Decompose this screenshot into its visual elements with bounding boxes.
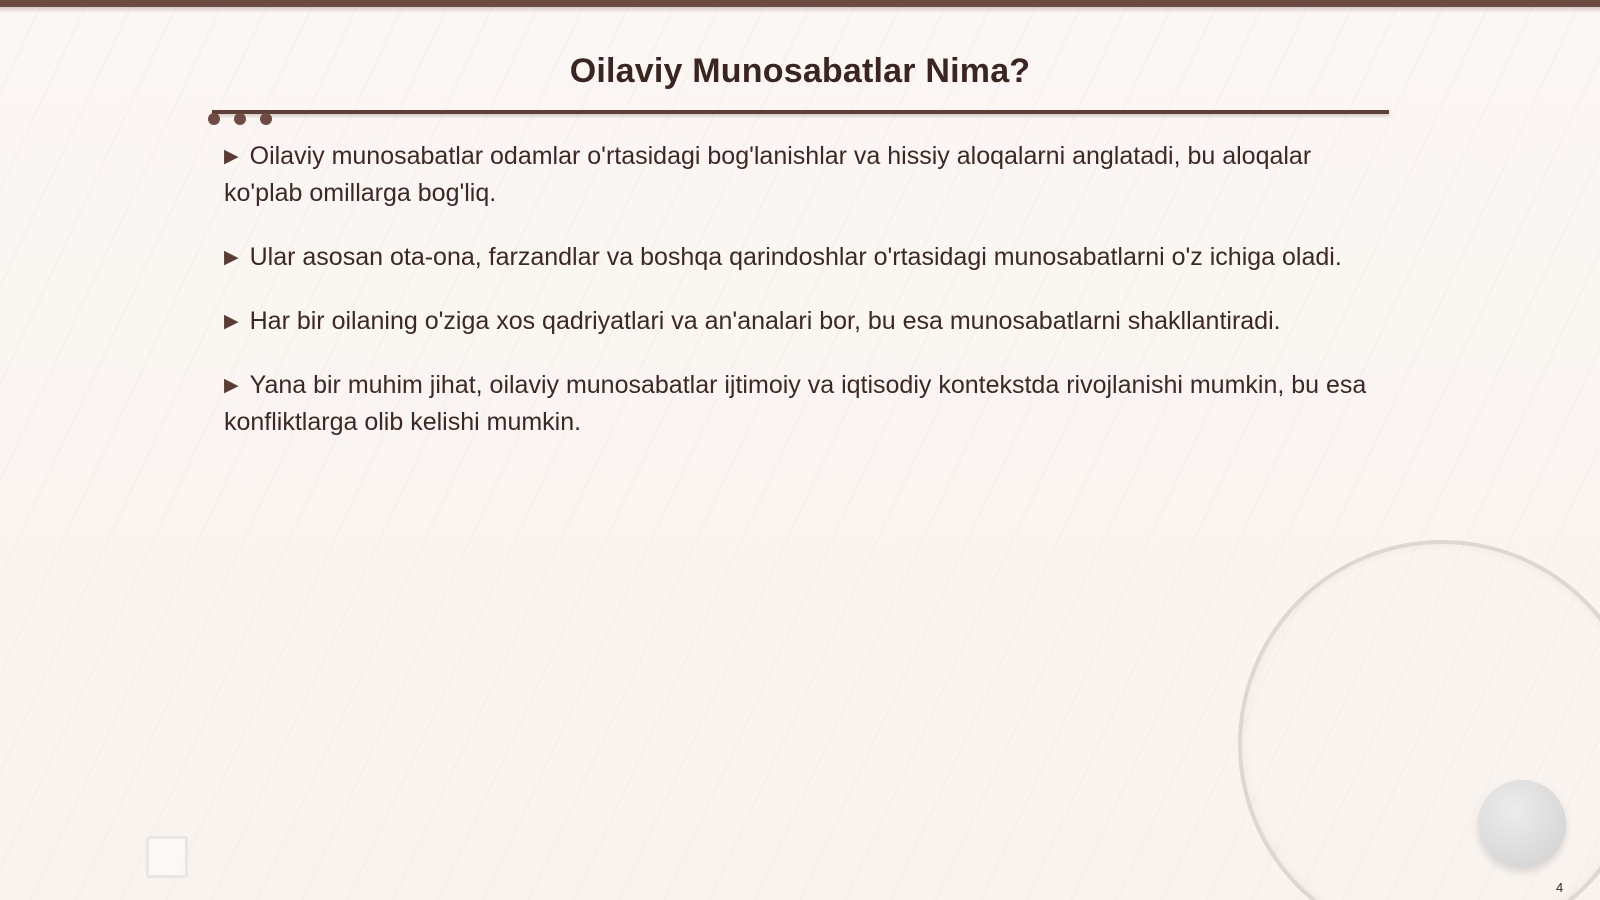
- top-accent-band: [0, 0, 1600, 7]
- bullet-item: [224, 138, 1394, 212]
- page-number: 4: [1556, 880, 1564, 895]
- bullet-arrow-icon: ▶: [224, 311, 239, 332]
- title-underline: [212, 110, 1389, 114]
- bullet-arrow-icon: ▶: [224, 375, 239, 396]
- bullet-text: Oilaviy munosabatlar odamlar o'rtasidagi bog'lanishlar va hissiy aloqalarni anglatadi, bu aloqalar ko'plab omillarga bog'liq.: [224, 142, 1312, 207]
- decorative-dot: [234, 113, 246, 125]
- slide-title: Oilaviy Munosabatlar Nima?: [569, 52, 1031, 90]
- bullet-list: [224, 138, 1394, 468]
- bullet-text: Har bir oilaning o'ziga xos qadriyatlari va an'analari bor, bu esa munosabatlarni shakllantiradi.: [249, 307, 1281, 335]
- bullet-item: [224, 367, 1394, 441]
- bullet-item: [224, 303, 1394, 340]
- decorative-circle: [1478, 780, 1566, 868]
- top-band-shadow: [0, 7, 1600, 13]
- decorative-dot: [208, 113, 220, 125]
- bullet-text: Ular asosan ota-ona, farzandlar va boshqa qarindoshlar o'rtasidagi munosabatlarni o'z ichiga oladi.: [249, 243, 1342, 271]
- bullet-arrow-icon: ▶: [224, 146, 239, 167]
- decorative-dot: [260, 113, 272, 125]
- bullet-arrow-icon: ▶: [224, 247, 239, 268]
- decorative-square: [146, 836, 188, 878]
- bullet-item: [224, 239, 1394, 276]
- bullet-text: Yana bir muhim jihat, oilaviy munosabatlar ijtimoiy va iqtisodiy kontekstda rivojlanishi mumkin, bu esa konfliktlarga olib kelishi mumkin.: [224, 371, 1367, 436]
